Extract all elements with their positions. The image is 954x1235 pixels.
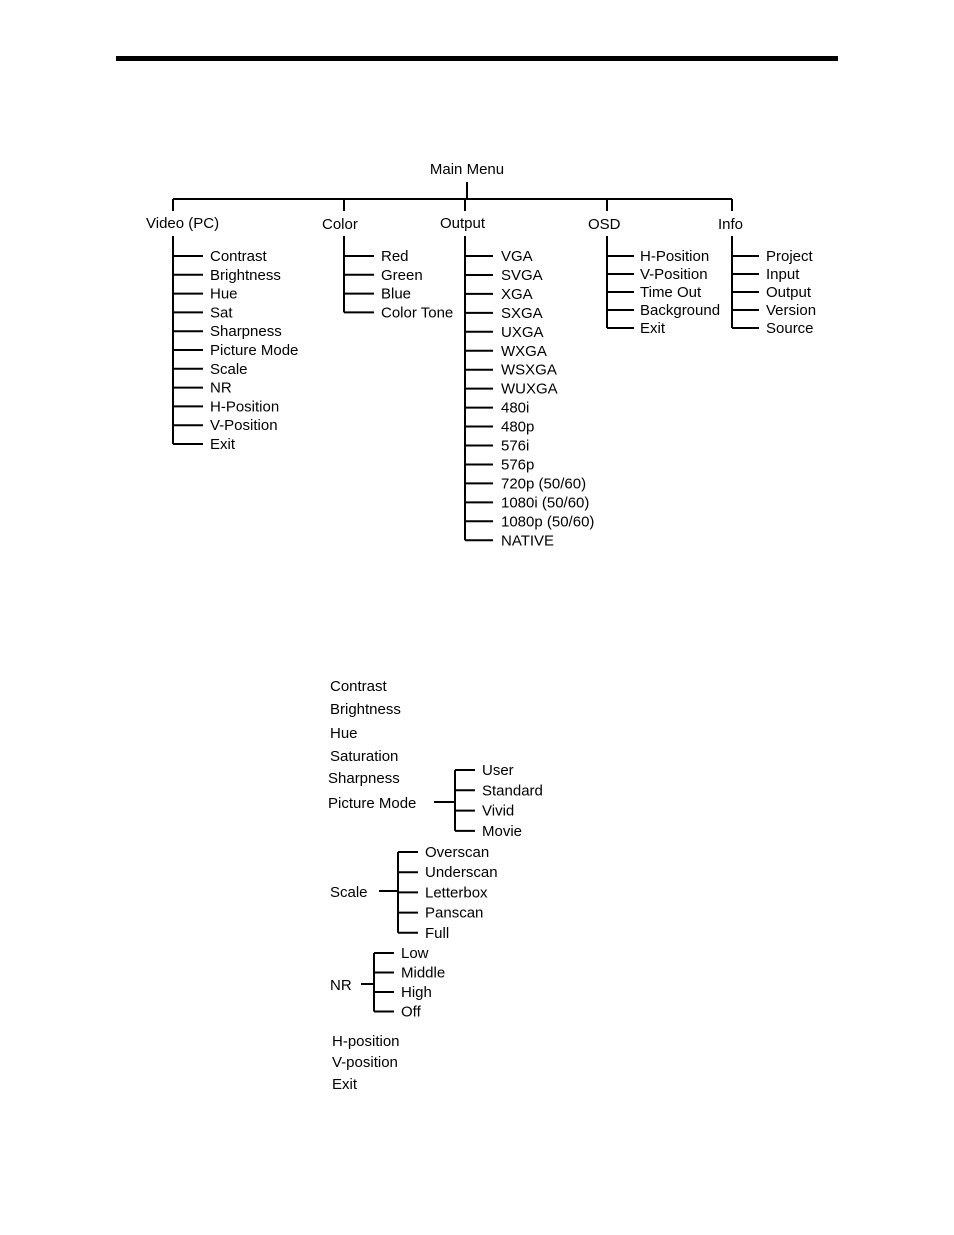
menu-item-output-wuxga: WUXGA [501,380,558,398]
menu-item-video-pc-brightness: Brightness [210,266,281,284]
menu-item-color-color-tone: Color Tone [381,304,454,322]
menu-item-info-project: Project [766,248,813,265]
menu-item-output-576p: 576p [501,456,535,474]
menu-item-info-output: Output [766,284,812,301]
column-label-video: Video (PC) [146,215,220,232]
column-label-color: Color [322,216,358,233]
menu-item-osd-background: Background [640,302,721,319]
menu-item-output-480p: 480p [501,418,535,436]
video-subitem-high: High [401,984,432,1001]
menu-item-info-input: Input [766,266,800,283]
menu-item-color-green: Green [381,266,423,284]
video-menu-tree [328,678,543,1093]
video-item-contrast: Contrast [330,678,387,695]
video-item-nr: NR [330,977,352,994]
column-label-info: Info [718,216,744,233]
video-subitem-full: Full [425,924,450,942]
menu-item-output-vga: VGA [501,248,533,265]
video-subitem-overscan: Overscan [425,844,490,861]
video-subitem-off: Off [401,1003,421,1021]
menu-item-output-wsxga: WSXGA [501,361,557,379]
menu-item-output-native: NATIVE [501,532,555,550]
menu-item-video-pc-scale: Scale [210,360,248,378]
menu-item-output-xga: XGA [501,285,533,303]
video-item-hue: Hue [330,725,358,742]
menu-item-output-uxga: UXGA [501,323,544,341]
menu-item-video-pc-hue: Hue [210,285,238,303]
menu-item-output-576i: 576i [501,437,530,455]
menu-item-color-blue: Blue [381,285,412,303]
video-subitem-movie: Movie [482,822,523,840]
menu-item-output-sxga: SXGA [501,304,543,322]
column-label-output: Output [440,215,486,232]
menu-item-osd-time-out: Time Out [640,284,702,301]
menu-item-video-pc-picture-mode: Picture Mode [210,342,299,359]
video-item-h-position: H-position [332,1033,400,1050]
menu-item-output-1080p-50-60: 1080p (50/60) [501,513,595,531]
video-item-picture-mode: Picture Mode [328,795,417,812]
column-info [732,199,816,337]
video-subitem-user: User [482,762,514,779]
video-subitem-underscan: Underscan [425,864,498,882]
column-output [465,199,594,549]
video-subitem-letterbox: Letterbox [425,884,488,902]
video-subitem-low: Low [401,945,429,962]
menu-item-output-svga: SVGA [501,266,543,284]
menu-item-color-red: Red [381,248,409,265]
video-subitem-panscan: Panscan [425,904,484,922]
menu-item-video-pc-contrast: Contrast [210,248,267,265]
column-color [344,199,453,321]
menu-item-output-720p-50-60: 720p (50/60) [501,475,587,493]
video-subitem-middle: Middle [401,964,446,982]
menu-item-info-source: Source [766,320,814,337]
menu-item-osd-v-position: V-Position [640,266,708,283]
menu-item-video-pc-sat: Sat [210,304,233,322]
menu-item-video-pc-v-position: V-Position [210,417,278,435]
video-item-exit: Exit [332,1076,358,1093]
column-video-pc [173,199,298,453]
menu-item-osd-h-position: H-Position [640,248,710,265]
menu-item-video-pc-exit: Exit [210,436,236,453]
column-osd [607,199,720,337]
video-item-scale: Scale [330,884,368,901]
menu-item-video-pc-sharpness: Sharpness [210,323,282,341]
menu-item-output-wxga: WXGA [501,342,547,360]
menu-item-video-pc-nr: NR [210,379,232,397]
video-item-v-position: V-position [332,1054,398,1071]
menu-item-output-480i: 480i [501,399,530,417]
video-subitem-vivid: Vivid [482,802,515,820]
menu-item-video-pc-h-position: H-Position [210,398,280,416]
column-label-osd: OSD [588,216,621,233]
video-subitem-standard: Standard [482,782,543,800]
video-item-saturation: Saturation [330,748,399,765]
menu-item-output-1080i-50-60: 1080i (50/60) [501,494,590,512]
video-item-sharpness: Sharpness [328,770,400,787]
video-item-brightness: Brightness [330,701,401,718]
menu-item-osd-exit: Exit [640,320,666,337]
main-menu-root: Main Menu [429,161,505,178]
menu-item-info-version: Version [766,302,817,319]
